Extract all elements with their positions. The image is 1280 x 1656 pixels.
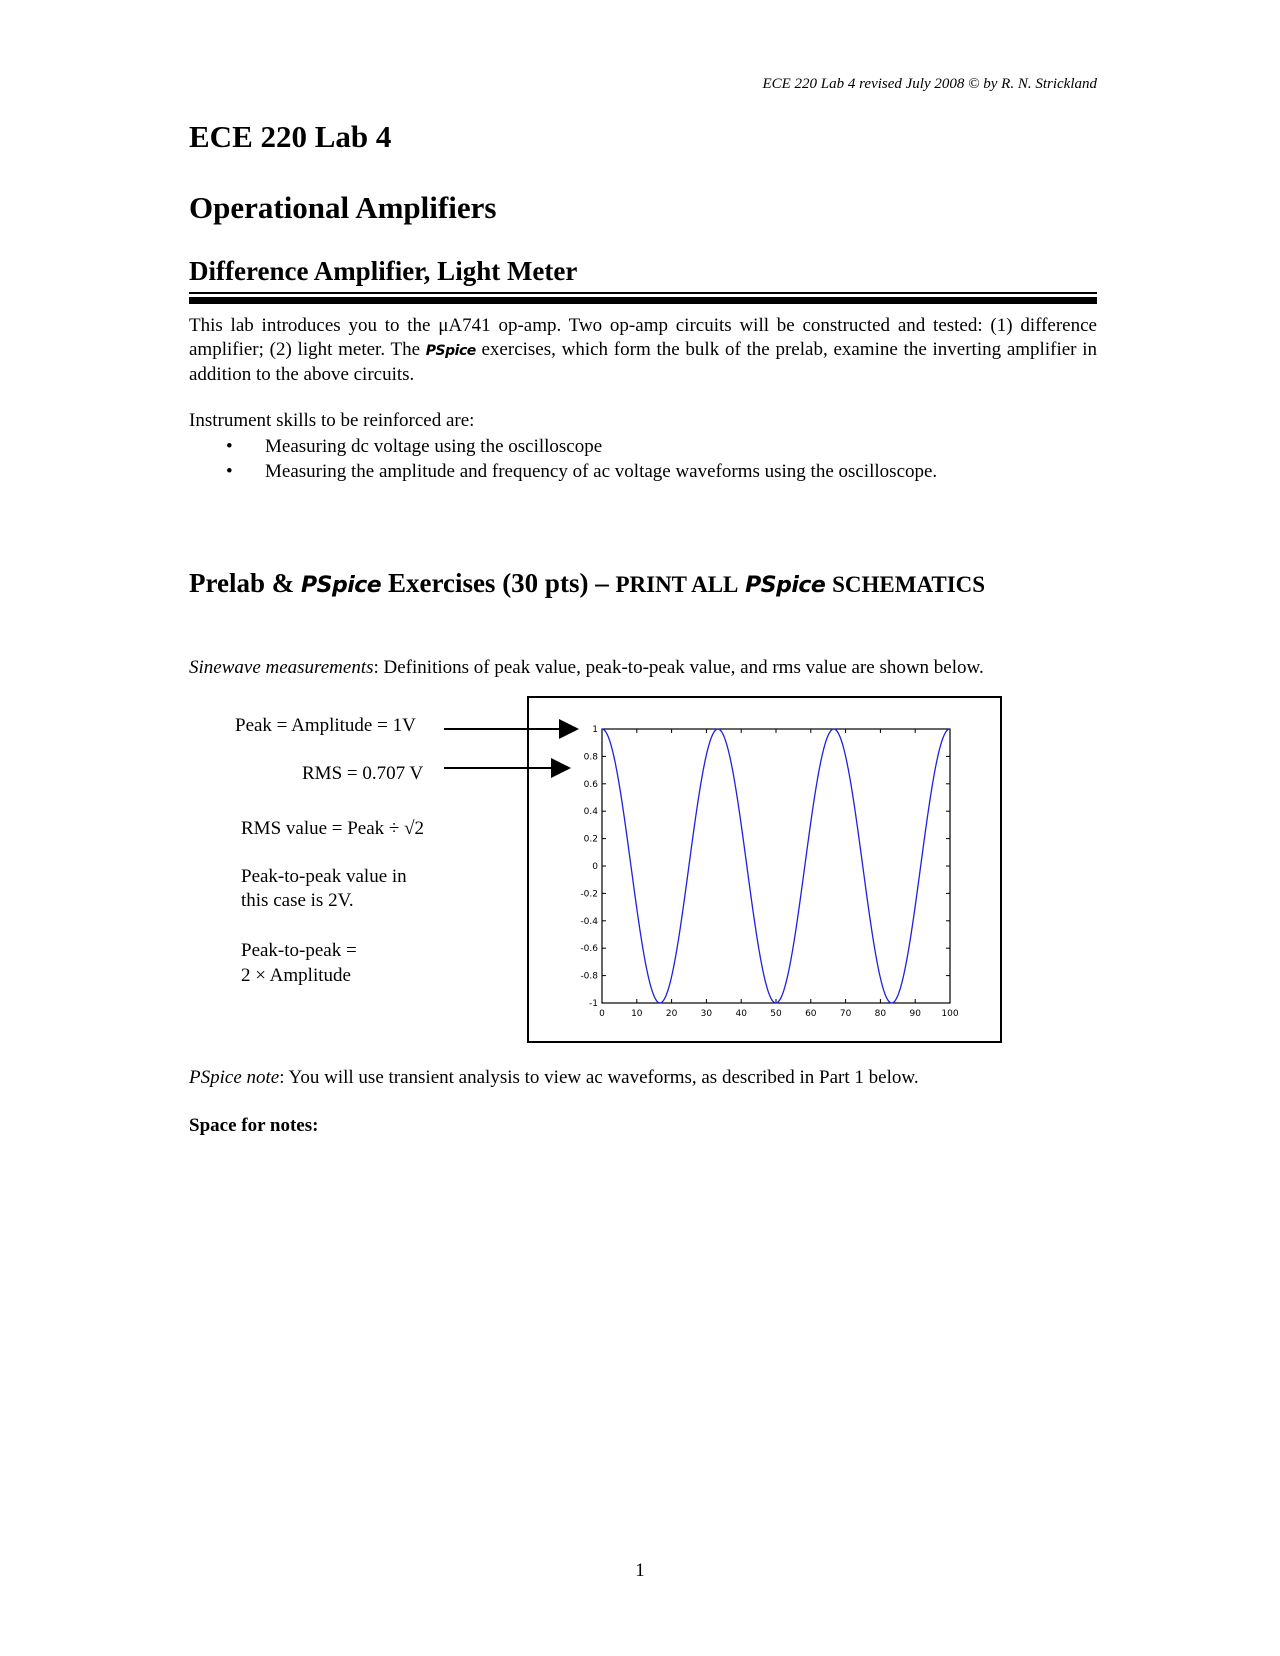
pspice-logo: PSpice <box>425 343 476 359</box>
y-tick-label: -0.6 <box>580 944 598 955</box>
x-tick-label: 0 <box>599 1009 605 1019</box>
y-tick-label: 0.6 <box>583 779 598 790</box>
list-item <box>189 460 937 485</box>
x-axis-ticks <box>599 729 959 1019</box>
p2p-line2: this case is 2V. <box>241 890 354 911</box>
topic-title: Operational Amplifiers <box>189 190 497 225</box>
y-tick-label: -0.2 <box>580 889 598 900</box>
y-tick-label: -0.4 <box>580 916 598 927</box>
p2p-line1: Peak-to-peak value in <box>241 866 407 887</box>
x-tick-label: 20 <box>665 1009 678 1019</box>
x-tick-label: 50 <box>770 1009 782 1019</box>
intro-paragraph <box>189 314 1097 387</box>
pspice-logo: PSpice <box>300 573 382 598</box>
header-note: ECE 220 Lab 4 revised July 2008 © by R. N. Strickland <box>762 76 1097 92</box>
page-number: 1 <box>635 1560 645 1581</box>
rms-formula: RMS value = Peak ÷ √2 <box>241 818 425 839</box>
y-tick-label: 0.8 <box>583 752 598 763</box>
rms-label: RMS = 0.707 V <box>302 763 424 784</box>
x-tick-label: 70 <box>839 1009 852 1019</box>
intro-part2: exercises, which form the bulk of the prelab, examine the inverting amplifier in addition to the above circuits. <box>189 339 1098 385</box>
plot-area <box>602 729 950 1003</box>
sine-series-line <box>602 729 950 1003</box>
y-tick-label: 0.2 <box>583 834 598 845</box>
peak-label: Peak = Amplitude = 1V <box>235 715 416 736</box>
sine-intro-italic: Sinewave measurements <box>189 657 374 678</box>
title-rule-thin <box>189 292 1097 294</box>
x-tick-label: 10 <box>631 1009 643 1019</box>
prelab-heading-mid: Exercises (30 pts) – <box>387 568 609 598</box>
skills-intro: Instrument skills to be reinforced are: <box>189 410 475 431</box>
page-title: ECE 220 Lab 4 <box>189 119 392 154</box>
pspice-note-rest: : You will use transient analysis to view ac waveforms, as described in Part 1 below. <box>279 1067 919 1088</box>
x-tick-label: 90 <box>909 1009 921 1019</box>
list-item-text: Measuring the amplitude and frequency of ac voltage waveforms using the oscilloscope. <box>265 461 938 482</box>
bullet-icon: • <box>226 461 233 482</box>
skills-list <box>189 435 937 485</box>
prelab-heading <box>189 568 985 599</box>
sine-intro-rest: : Definitions of peak value, peak-to-peak value, and rms value are shown below. <box>373 657 984 678</box>
x-tick-label: 80 <box>874 1009 887 1019</box>
list-item-text: Measuring dc voltage using the oscilloscope <box>265 436 603 457</box>
p2p-def-line1: Peak-to-peak = <box>241 940 357 961</box>
list-item <box>189 435 937 460</box>
x-tick-label: 60 <box>805 1009 817 1019</box>
y-tick-label: -0.8 <box>580 971 598 982</box>
prelab-heading-print: PRINT ALL <box>615 572 739 597</box>
pspice-note <box>189 1066 919 1090</box>
subtitle: Difference Amplifier, Light Meter <box>189 256 578 286</box>
y-axis-ticks <box>580 725 950 1009</box>
intro-part1: This lab introduces you to the μA741 op-amp. Two op-amp circuits will be constructed and tested: (1) difference amplifier; (2) light meter. The <box>189 315 1097 360</box>
y-tick-label: 0 <box>592 862 598 872</box>
y-tick-label: 1 <box>592 725 598 735</box>
x-tick-label: 100 <box>941 1009 959 1019</box>
prelab-heading-start: Prelab & <box>189 568 295 598</box>
bullet-icon: • <box>226 436 233 457</box>
pspice-note-italic: PSpice note <box>189 1067 280 1088</box>
pspice-logo: PSpice <box>745 573 826 598</box>
p2p-def-line2: 2 × Amplitude <box>241 965 351 986</box>
prelab-heading-end: SCHEMATICS <box>832 572 986 597</box>
x-tick-label: 30 <box>700 1009 713 1019</box>
notes-label: Space for notes: <box>189 1115 319 1136</box>
y-tick-label: -1 <box>589 999 598 1009</box>
sine-intro <box>189 656 984 680</box>
x-tick-label: 40 <box>735 1009 747 1019</box>
sine-chart <box>527 696 1002 1043</box>
y-tick-label: 0.4 <box>583 807 598 818</box>
title-rule-thick <box>189 297 1097 304</box>
